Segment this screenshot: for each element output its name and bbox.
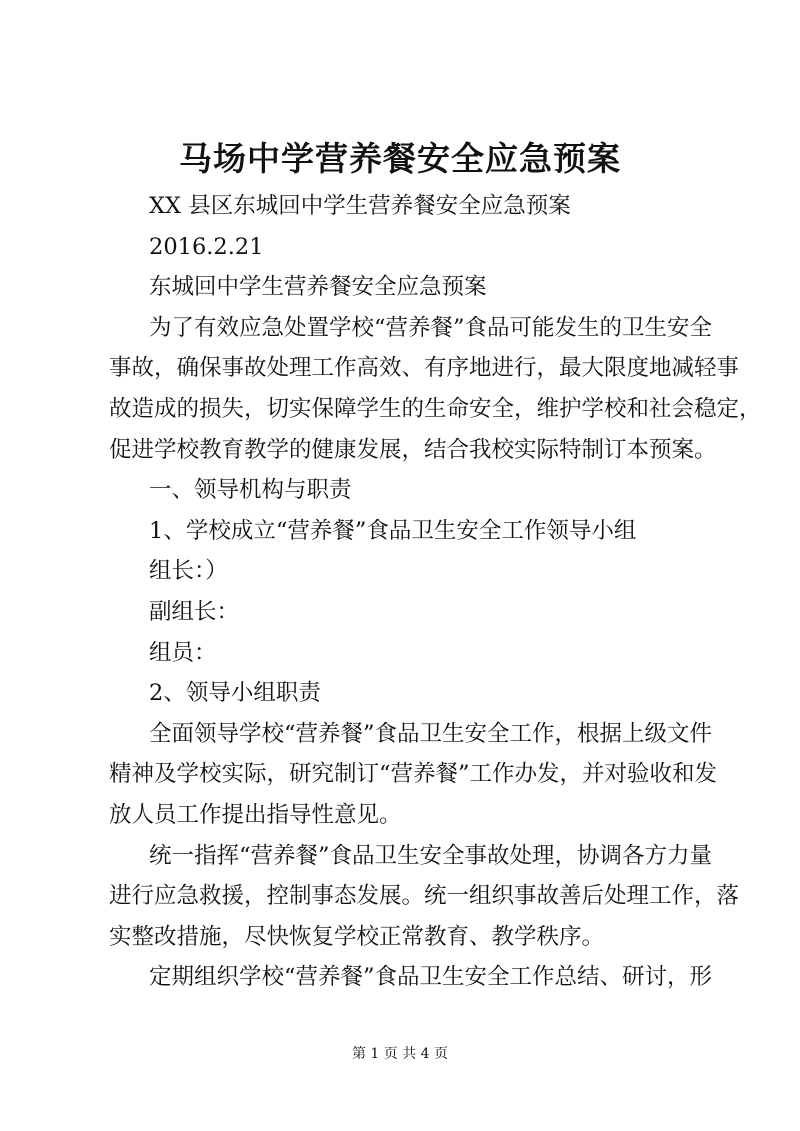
subsection-heading: 1、学校成立“营养餐”食品卫生安全工作领导小组 [149,517,637,544]
paragraph-line: 事故，确保事故处理工作高效、有序地进行，最大限度地减轻事 [109,355,740,382]
document-title: 马场中学营养餐安全应急预案 [179,139,621,178]
paragraph-line: 故造成的损失，切实保障学生的生命安全，维护学校和社会稳定， [109,395,762,422]
section-heading: 一、领导机构与职责 [149,477,352,504]
paragraph-line: 定期组织学校“营养餐”食品卫生安全工作总结、研讨，形 [149,964,713,991]
date-line: 2016.2.21 [149,233,264,260]
paragraph-line: 全面领导学校“营养餐”食品卫生安全工作，根据上级文件 [149,720,713,747]
subtitle-line: XX 县区东城回中学生营养餐安全应急预案 [149,193,571,219]
role-line: 副组长： [149,598,240,625]
paragraph-line: 进行应急救援，控制事态发展。统一组织事故善后处理工作，落 [109,883,740,910]
paragraph-line: 放人员工作提出指导性意见。 [109,801,402,828]
document-body [109,186,762,998]
heading-line: 东城回中学生营养餐安全应急预案 [149,274,487,301]
page-footer: 第 1 页 共 4 页 [351,1046,449,1062]
paragraph-line: 精神及学校实际，研究制订“营养餐”工作办发，并对验收和发 [109,761,718,788]
paragraph-line: 为了有效应急处置学校“营养餐”食品可能发生的卫生安全 [149,314,713,341]
paragraph-line: 统一指挥“营养餐”食品卫生安全事故处理，协调各方力量 [149,842,713,869]
role-line: 组长：） [149,558,228,585]
subsection-heading: 2、领导小组职责 [149,680,321,707]
paragraph-line: 实整改措施，尽快恢复学校正常教育、教学秩序。 [109,923,605,950]
role-line: 组员： [149,639,217,666]
paragraph-line: 促进学校教育教学的健康发展，结合我校实际特制订本预案。 [109,436,717,463]
